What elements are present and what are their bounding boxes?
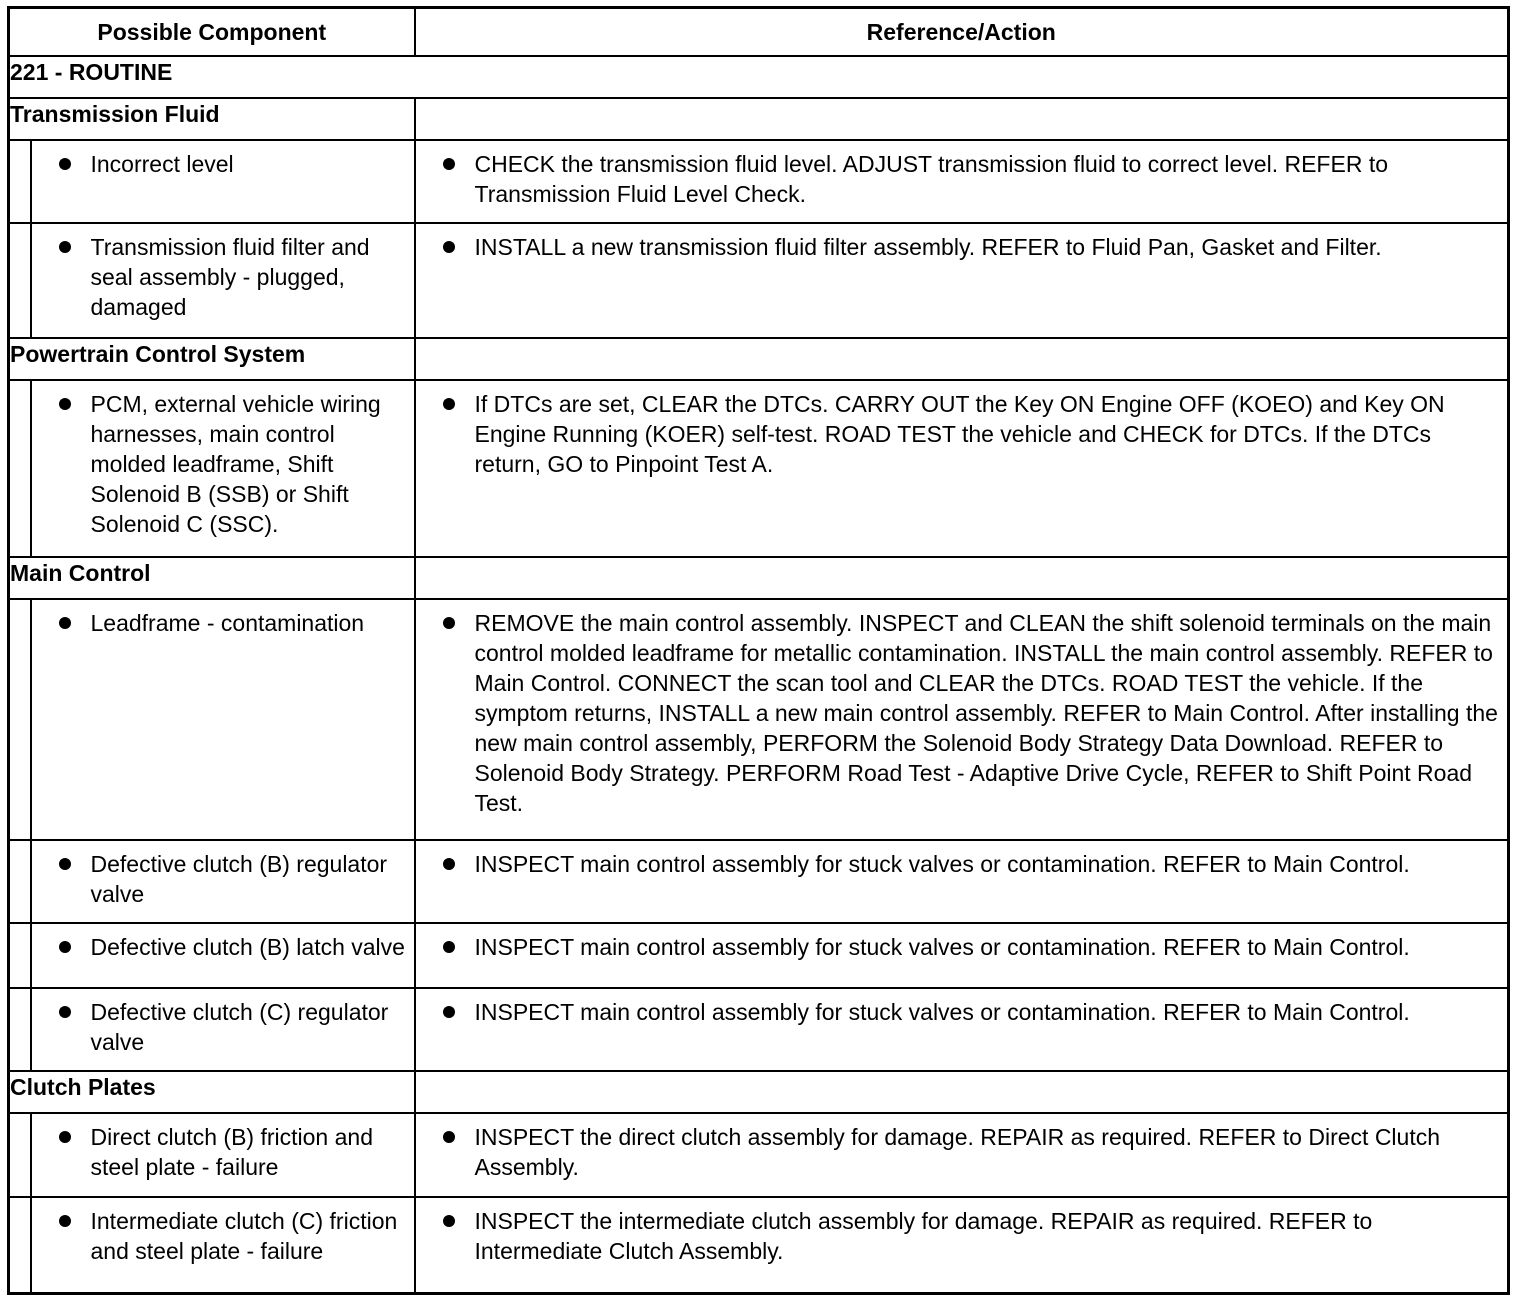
indent-cell [9,988,31,1072]
component-cell [31,1197,415,1294]
header-reference-action: Reference/Action [415,8,1509,57]
diagnostic-table [7,6,1510,1295]
action-bullet-item [416,1122,1502,1182]
bullet-icon [59,617,71,629]
bullet-icon [59,1215,71,1227]
group-title: Transmission Fluid [9,98,415,140]
component-text: Defective clutch (C) regulator valve [90,998,389,1055]
group-row [9,98,1509,140]
component-bullet-item [32,997,408,1057]
bullet-icon [59,158,71,170]
bullet-icon [443,241,455,253]
group-action-empty [415,338,1509,380]
action-bullet-item [416,608,1502,818]
action-text: INSPECT main control assembly for stuck valves or contamination. REFER to Main Control. [474,850,1410,877]
action-bullet-item [416,932,1502,962]
bullet-icon [59,1006,71,1018]
table-row [9,988,1509,1072]
action-text: INSPECT main control assembly for stuck valves or contamination. REFER to Main Control. [474,934,1410,961]
table-row [9,923,1509,988]
table-row [9,1197,1509,1294]
action-text: If DTCs are set, CLEAR the DTCs. CARRY OUT the Key ON Engine OFF (KOEO) and Key ON Engine Running (KOER) self-test. ROAD TEST the vehicle and CHECK for DTCs. If the DTCs return, GO to Pinpoint Test A. [474,390,1445,477]
component-cell [31,380,415,558]
component-bullet-item [32,389,408,539]
component-bullet-item [32,608,408,638]
action-bullet-item [416,849,1502,879]
component-bullet-item [32,849,408,909]
component-cell [31,923,415,988]
bullet-icon [59,398,71,410]
group-row [9,1071,1509,1113]
table-row [9,140,1509,224]
action-cell [415,840,1509,924]
bullet-icon [443,1131,455,1143]
action-cell [415,140,1509,224]
indent-cell [9,140,31,224]
action-text: INSPECT the intermediate clutch assembly for damage. REPAIR as required. REFER to Intermediate Clutch Assembly. [474,1207,1373,1264]
component-text: Intermediate clutch (C) friction and steel plate - failure [90,1207,398,1264]
component-text: Defective clutch (B) regulator valve [90,850,388,907]
action-cell [415,988,1509,1072]
action-cell [415,1197,1509,1294]
action-cell [415,599,1509,839]
bullet-icon [443,941,455,953]
indent-cell [9,840,31,924]
component-cell [31,599,415,839]
indent-cell [9,1113,31,1197]
bullet-icon [59,941,71,953]
bullet-icon [59,858,71,870]
component-bullet-item [32,1206,408,1266]
action-bullet-item [416,997,1502,1027]
action-text: INSPECT the direct clutch assembly for damage. REPAIR as required. REFER to Direct Clutch Assembly. [474,1124,1441,1181]
indent-cell [9,223,31,338]
component-cell [31,988,415,1072]
table-header-row [9,8,1509,57]
section-row [9,56,1509,98]
component-text: Incorrect level [90,150,234,177]
indent-cell [9,599,31,839]
group-action-empty [415,98,1509,140]
table-row [9,1113,1509,1197]
bullet-icon [443,858,455,870]
header-possible-component: Possible Component [9,8,415,57]
component-text: Direct clutch (B) friction and steel plate - failure [90,1124,373,1181]
group-row [9,557,1509,599]
bullet-icon [59,1131,71,1143]
action-text: INSTALL a new transmission fluid filter assembly. REFER to Fluid Pan, Gasket and Filter. [474,234,1382,261]
group-title: Clutch Plates [9,1071,415,1113]
group-action-empty [415,557,1509,599]
component-bullet-item [32,932,408,962]
component-text: Defective clutch (B) latch valve [90,934,405,961]
component-cell [31,1113,415,1197]
action-bullet-item [416,1206,1502,1266]
bullet-icon [443,158,455,170]
component-bullet-item [32,149,408,179]
indent-cell [9,1197,31,1294]
component-cell [31,140,415,224]
group-title: Main Control [9,557,415,599]
bullet-icon [59,241,71,253]
component-bullet-item [32,232,408,322]
action-cell [415,380,1509,558]
component-text: Leadframe - contamination [90,610,365,637]
action-bullet-item [416,149,1502,209]
table-row [9,599,1509,839]
component-text: PCM, external vehicle wiring harnesses, main control molded leadframe, Shift Solenoid B (SSB) or Shift Solenoid C (SSC). [90,390,381,537]
group-title: Powertrain Control System [9,338,415,380]
action-bullet-item [416,232,1502,262]
action-text: CHECK the transmission fluid level. ADJUST transmission fluid to correct level. REFER to Transmission Fluid Level Check. [474,150,1388,207]
table-body [9,56,1509,1294]
bullet-icon [443,1006,455,1018]
bullet-icon [443,617,455,629]
bullet-icon [443,1215,455,1227]
group-action-empty [415,1071,1509,1113]
component-cell [31,840,415,924]
action-bullet-item [416,389,1502,479]
table-row [9,380,1509,558]
action-cell [415,1113,1509,1197]
table-row [9,840,1509,924]
action-cell [415,223,1509,338]
table-row [9,223,1509,338]
indent-cell [9,380,31,558]
action-text: REMOVE the main control assembly. INSPECT and CLEAN the shift solenoid terminals on the main control molded leadframe for metallic contamination. INSTALL the main control assembly. REFER to Main Control. CONNECT the scan tool and CLEAR the DTCs. ROAD TEST the vehicle. If the symptom returns, INSTALL a new main control assembly. REFER to Main Control. After installing the new main control assembly, PERFORM the Solenoid Body Strategy Data Download. REFER to Solenoid Body Strategy. PERFORM Road Test - Adaptive Drive Cycle, REFER to Shift Point Road Test. [474,610,1498,817]
bullet-icon [443,398,455,410]
section-title: 221 - ROUTINE [9,56,1509,98]
action-cell [415,923,1509,988]
action-text: INSPECT main control assembly for stuck valves or contamination. REFER to Main Control. [474,998,1410,1025]
indent-cell [9,923,31,988]
component-bullet-item [32,1122,408,1182]
component-text: Transmission fluid filter and seal assembly - plugged, damaged [90,234,370,321]
group-row [9,338,1509,380]
component-cell [31,223,415,338]
